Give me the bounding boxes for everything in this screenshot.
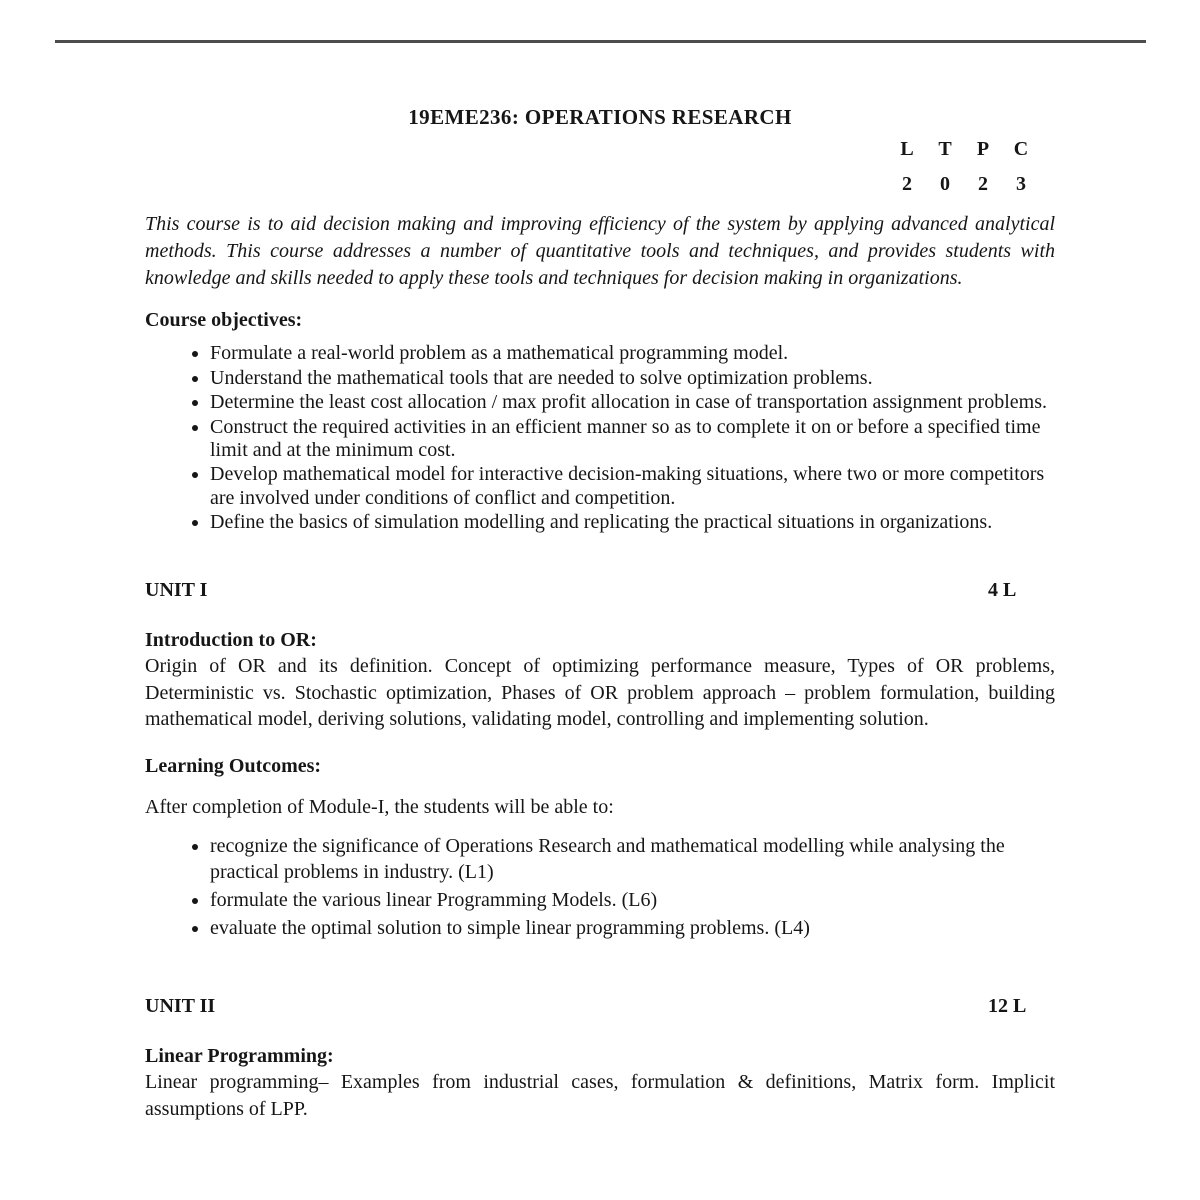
credit-header-l: L xyxy=(900,138,914,160)
credit-header-c: C xyxy=(1013,138,1029,160)
credit-value-t: 0 xyxy=(940,173,950,195)
unit1-outcomes-heading: Learning Outcomes: xyxy=(145,754,322,777)
course-description: This course is to aid decision making and improving efficiency of the system by applying advanced analytical methods. This course addresses a number of quantitative tools and techniques, and provides students with knowledge and skills needed to apply these tools and techniques for decision making in organizations. xyxy=(145,213,1055,289)
objectives-heading: Course objectives: xyxy=(145,309,303,332)
credit-value-p: 2 xyxy=(978,173,988,195)
credits-value-row xyxy=(888,171,1040,197)
credit-header-t: T xyxy=(938,138,952,160)
unit2-section-heading: Linear Programming: xyxy=(145,1044,334,1067)
objectives-list xyxy=(145,342,1055,534)
course-title: 19EME236: OPERATIONS RESEARCH xyxy=(408,105,792,129)
outcome-item: • evaluate the optimal solution to simple linear programming problems. (L4) xyxy=(210,915,1055,941)
objective-item: • Determine the least cost allocation / max profit allocation in case of transportation assignment problems. xyxy=(210,391,1055,414)
unit2-header xyxy=(145,993,1055,1019)
objective-item: • Understand the mathematical tools that are needed to solve optimization problems. xyxy=(210,367,1055,390)
unit1-header xyxy=(145,577,1055,603)
unit1-section-heading: Introduction to OR: xyxy=(145,628,317,651)
credits-header-row xyxy=(888,136,1040,162)
outcome-item: • formulate the various linear Programming Models. (L6) xyxy=(210,887,1055,913)
outcome-item: • recognize the significance of Operations Research and mathematical modelling while analysing the practical problems in industry. (L1) xyxy=(210,833,1055,885)
objective-item: • Define the basics of simulation modelling and replicating the practical situations in organizations. xyxy=(210,511,1055,534)
top-rule xyxy=(55,40,1146,43)
objective-item: • Formulate a real-world problem as a mathematical programming model. xyxy=(210,342,1055,365)
page-content xyxy=(145,105,1055,1123)
unit1-outcomes-list xyxy=(145,833,1055,941)
unit1-hours: 4 L xyxy=(988,578,1017,601)
unit2-hours: 12 L xyxy=(988,994,1027,1017)
credit-header-p: P xyxy=(976,138,990,160)
unit2-title: UNIT II xyxy=(145,994,216,1017)
credits-table xyxy=(145,136,1055,197)
unit1-outcomes-lead: After completion of Module-I, the students will be able to: xyxy=(145,795,614,818)
credit-value-c: 3 xyxy=(1016,173,1026,195)
objective-item: • Develop mathematical model for interactive decision-making situations, where two or more competitors are involved under conditions of conflict and competition. xyxy=(210,463,1055,510)
unit1-section-body: Origin of OR and its definition. Concept of optimizing performance measure, Types of OR problems, Deterministic vs. Stochastic optimization, Phases of OR problem approach – problem formulation, building mathematical model, deriving solutions, validating model, controlling and implementing solution. xyxy=(145,655,1055,731)
credit-value-l: 2 xyxy=(902,173,912,195)
unit1-title: UNIT I xyxy=(145,578,208,601)
unit2-section-body: Linear programming– Examples from industrial cases, formulation & definitions, Matrix form. Implicit assumptions of LPP. xyxy=(145,1071,1055,1121)
objective-item: • Construct the required activities in an efficient manner so as to complete it on or before a specified time limit and at the minimum cost. xyxy=(210,416,1055,463)
